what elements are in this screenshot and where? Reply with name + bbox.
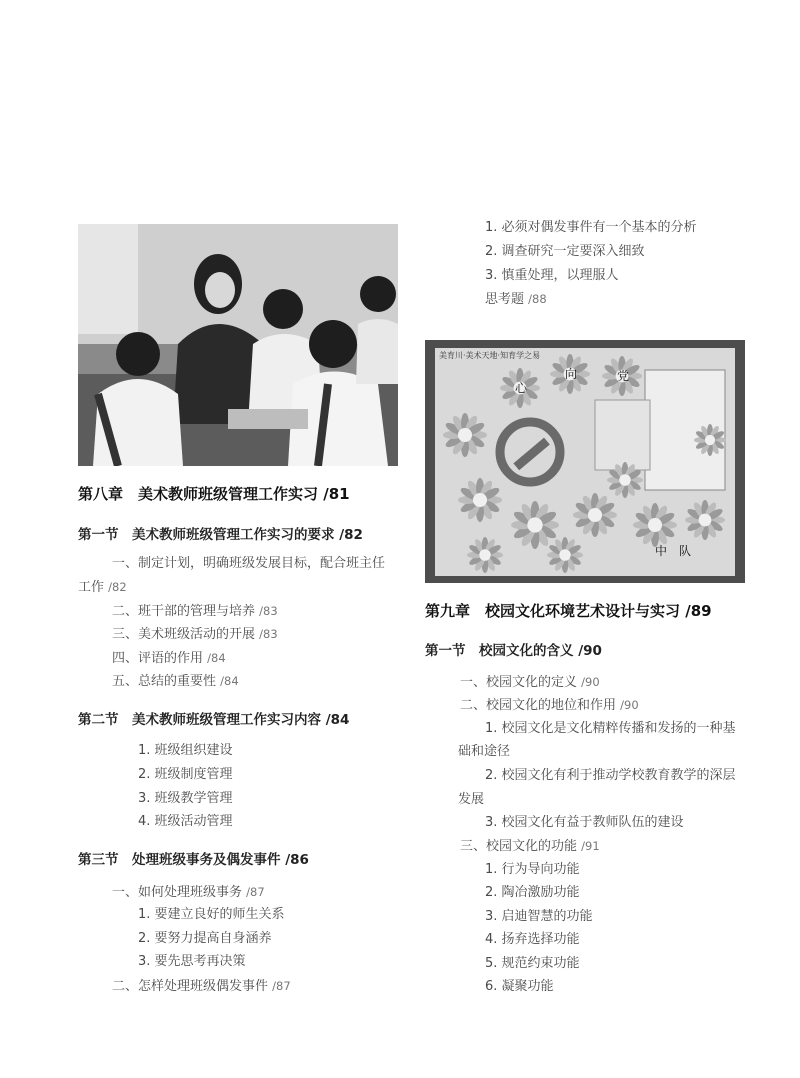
toc-page: /87 <box>246 885 265 899</box>
toc-entry-text: 二、校园文化的地位和作用 <box>460 698 617 713</box>
toc-entry: 1. 要建立良好的师生关系 <box>138 907 285 922</box>
toc-entry-text: 一、如何处理班级事务 <box>112 885 243 900</box>
board-top-text: 美育川·美术天地·知育学之易 <box>439 351 541 360</box>
toc-entry: 2. 要努力提高自身涵养 <box>138 931 272 946</box>
toc-entry: 3. 慎重处理，以理服人 <box>485 268 619 283</box>
toc-entry-text: 二、班干部的管理与培养 <box>112 604 256 619</box>
toc-page: /83 <box>259 627 278 641</box>
toc-page: /87 <box>272 979 291 993</box>
bulletin-board-photo <box>425 340 745 583</box>
toc-page: /90 <box>581 675 600 689</box>
toc-entry: 4. 班级活动管理 <box>138 814 233 829</box>
toc-entry: 2. 调查研究一定要深入细致 <box>485 244 645 259</box>
classroom-photo <box>78 224 398 466</box>
toc-page: /84 <box>207 651 226 665</box>
toc-entry <box>112 884 265 901</box>
flower-char-2: 向 <box>565 367 578 381</box>
toc-entry: 2. 校园文化有利于推动学校教育教学的深层 <box>485 768 736 783</box>
flower-center <box>559 549 571 561</box>
toc-entry: 2. 班级制度管理 <box>138 767 233 782</box>
toc-entry <box>112 978 291 995</box>
toc-entry-text: 一、校园文化的定义 <box>460 675 578 690</box>
toc-entry <box>112 650 226 667</box>
toc-entry-continuation <box>78 579 127 596</box>
flower-center <box>619 474 631 486</box>
toc-entry-text: 思考题 <box>485 292 525 307</box>
toc-entry: 一、制定计划，明确班级发展目标，配合班主任 <box>112 556 386 571</box>
toc-entry <box>460 697 639 714</box>
flower-center <box>705 435 715 445</box>
flower-center <box>588 508 602 522</box>
chapter-8-section-2-heading: 第二节 美术教师班级管理工作实习内容 /84 <box>78 712 350 728</box>
flower-center <box>479 549 491 561</box>
flower-center <box>527 517 542 532</box>
toc-page: /84 <box>220 674 239 688</box>
board-bottom-text: 中 队 <box>655 544 692 558</box>
toc-entry: 1. 必须对偶发事件有一个基本的分析 <box>485 220 697 235</box>
toc-entry: 6. 凝聚功能 <box>485 979 554 994</box>
chapter-8-section-3-heading: 第三节 处理班级事务及偶发事件 /86 <box>78 852 309 868</box>
flower-center <box>473 493 487 507</box>
toc-entry <box>112 626 278 643</box>
toc-entry-text: 三、校园文化的功能 <box>460 839 578 854</box>
chapter-8-heading: 第八章 美术教师班级管理工作实习 /81 <box>78 485 350 503</box>
toc-entry: 3. 班级教学管理 <box>138 791 233 806</box>
toc-entry <box>485 291 547 308</box>
flower-char-1: 心 <box>515 381 528 395</box>
flower-char-3: 党 <box>617 369 630 383</box>
toc-entry-text: 二、怎样处理班级偶发事件 <box>112 979 269 994</box>
toc-page: /82 <box>108 580 127 594</box>
toc-entry: 3. 校园文化有益于教师队伍的建设 <box>485 815 684 830</box>
chapter-8-section-1-heading: 第一节 美术教师班级管理工作实习的要求 /82 <box>78 527 363 543</box>
toc-entry-text: 三、美术班级活动的开展 <box>112 627 256 642</box>
toc-entry: 1. 校园文化是文化精粹传播和发扬的一种基 <box>485 721 736 736</box>
toc-entry-text: 四、评语的作用 <box>112 651 204 666</box>
toc-entry-continuation: 础和途径 <box>458 744 511 759</box>
toc-page: /83 <box>259 604 278 618</box>
toc-entry: 2. 陶冶激励功能 <box>485 885 580 900</box>
toc-entry <box>112 673 239 690</box>
toc-entry <box>112 603 278 620</box>
toc-entry: 1. 行为导向功能 <box>485 862 580 877</box>
toc-entry <box>460 838 600 855</box>
toc-entry: 4. 扬弃选择功能 <box>485 932 580 947</box>
toc-entry-continuation: 发展 <box>458 792 485 807</box>
flower-center <box>699 514 712 527</box>
toc-entry: 5. 规范约束功能 <box>485 956 580 971</box>
toc-page: /90 <box>620 698 639 712</box>
toc-entry-cont-text: 工作 <box>78 580 105 595</box>
toc-entry: 1. 班级组织建设 <box>138 743 233 758</box>
flower-center <box>648 518 662 532</box>
toc-entry: 3. 启迪智慧的功能 <box>485 909 593 924</box>
toc-page: /88 <box>528 292 547 306</box>
flower-center <box>458 428 472 442</box>
chapter-9-heading: 第九章 校园文化环境艺术设计与实习 /89 <box>425 602 712 620</box>
toc-entry: 3. 要先思考再决策 <box>138 954 246 969</box>
toc-page: /91 <box>581 839 600 853</box>
toc-entry-text: 五、总结的重要性 <box>112 674 217 689</box>
chapter-9-section-1-heading: 第一节 校园文化的含义 /90 <box>425 643 602 659</box>
toc-entry <box>460 674 600 691</box>
